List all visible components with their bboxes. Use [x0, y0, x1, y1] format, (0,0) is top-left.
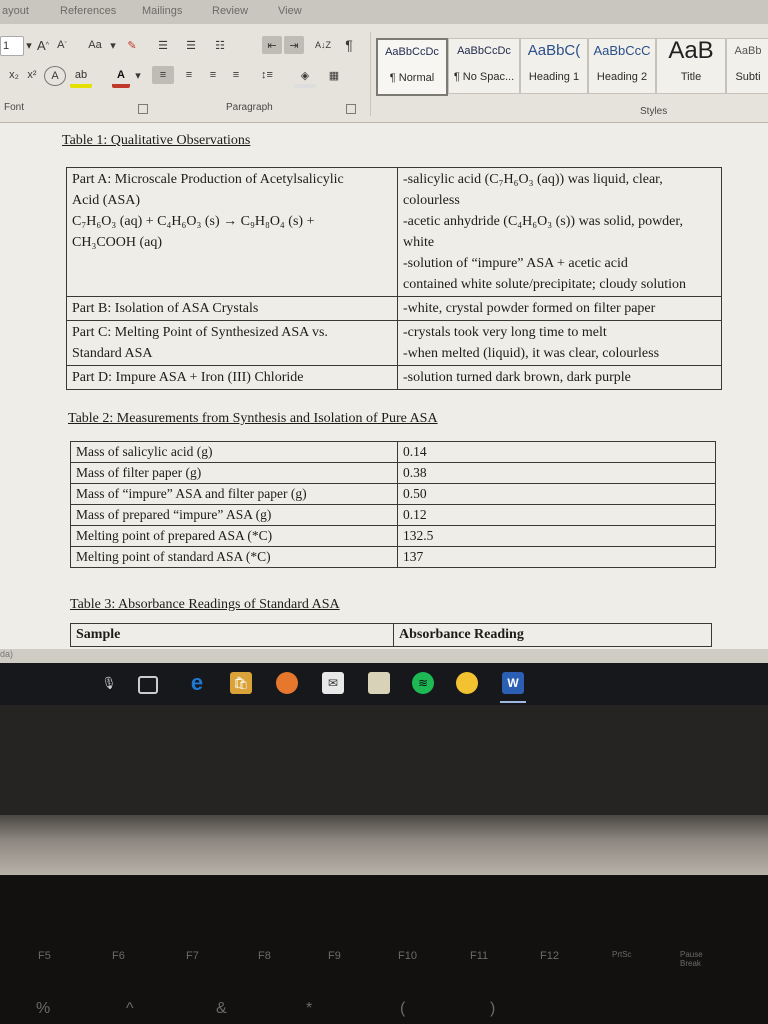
tab-review[interactable]: Review	[212, 5, 249, 17]
bullets-icon[interactable]: ☰	[158, 39, 168, 52]
align-left-icon[interactable]: ≡	[152, 66, 174, 84]
line-spacing-icon[interactable]: ↕≡	[261, 69, 273, 81]
table-cell[interactable]	[398, 321, 722, 366]
table-cell[interactable]: 0.12	[398, 505, 716, 526]
cell-text: -solution turned dark brown, dark purple	[403, 370, 631, 385]
font-size-box[interactable]: 1	[0, 36, 24, 56]
cell-text: Standard ASA	[72, 346, 153, 361]
key-ampersand: &	[216, 1000, 227, 1017]
cell-text: Part A: Microscale Production of Acetylsalicylic	[72, 172, 344, 187]
table-row	[71, 624, 712, 647]
table-row	[71, 442, 716, 463]
grow-font-icon[interactable]: A ^	[37, 37, 49, 53]
table-row	[67, 321, 722, 366]
style-heading-1[interactable]	[520, 38, 588, 94]
key-f11: F11	[470, 950, 489, 962]
key-f7: F7	[186, 950, 199, 962]
table-row	[71, 505, 716, 526]
change-case-button[interactable]: Aa	[88, 39, 102, 51]
cell-text: Part C: Melting Point of Synthesized ASA vs.	[72, 325, 328, 340]
table-row	[67, 366, 722, 390]
taskbar	[0, 663, 768, 705]
sort-icon[interactable]: A↓Z	[314, 40, 331, 50]
cell-text: Part D: Impure ASA + Iron (III) Chloride	[72, 370, 304, 385]
style-no-spacing[interactable]	[448, 38, 520, 94]
store-icon[interactable]: 🛍	[230, 672, 252, 694]
key-right-paren: )	[490, 1000, 496, 1017]
font-color-dropdown-icon[interactable]: ▾	[135, 69, 141, 82]
style-name: Heading 2	[596, 71, 648, 83]
shrink-font-icon[interactable]: A ˇ	[57, 39, 67, 51]
style-name: Subti	[735, 71, 761, 83]
cell-text: -acetic anhydride (C₄H₆O₃ (s)) was solid, powder,	[403, 214, 683, 229]
increase-indent-icon[interactable]: ⇥	[284, 36, 304, 54]
key-caret: ^	[126, 1000, 134, 1017]
table-cell[interactable]: Mass of prepared “impure” ASA (g)	[71, 505, 398, 526]
key-asterisk: *	[306, 1000, 313, 1017]
cell-text: Part B: Isolation of ASA Crystals	[72, 301, 259, 316]
paragraph-dialog-launcher-icon[interactable]	[346, 104, 356, 114]
table-cell[interactable]	[67, 366, 398, 390]
styles-group-label: Styles	[640, 106, 668, 117]
superscript-button[interactable]: x²	[27, 69, 37, 81]
table-row	[71, 463, 716, 484]
laptop-hinge	[0, 815, 768, 875]
chrome-icon[interactable]	[456, 672, 478, 694]
tab-layout[interactable]: ayout	[2, 5, 29, 17]
key-pause-break: Pause Break	[680, 950, 703, 968]
style-preview: AaBb	[734, 45, 762, 57]
change-case-dropdown-icon[interactable]: ▾	[110, 39, 116, 52]
style-name: ¶ Normal	[389, 72, 435, 84]
table3-caption: Table 3: Absorbance Readings of Standard ASA	[70, 597, 340, 612]
word-icon[interactable]: W	[502, 672, 524, 694]
cell-text: -crystals took very long time to melt	[403, 325, 607, 340]
photos-icon[interactable]	[368, 672, 390, 694]
cell-text: -solution of “impure” ASA + acetic acid	[403, 256, 628, 271]
status-bar	[0, 649, 768, 663]
cell-text: colourless	[403, 193, 460, 208]
style-normal[interactable]	[376, 38, 448, 96]
table-cell[interactable]	[398, 168, 722, 297]
borders-icon[interactable]: ▦	[328, 69, 340, 82]
table-cell[interactable]: 132.5	[398, 526, 716, 547]
key-f10: F10	[398, 950, 417, 962]
text-effects-icon[interactable]: A	[44, 66, 66, 86]
document-page[interactable]	[0, 123, 768, 655]
table-row	[71, 484, 716, 505]
table-cell[interactable]: Mass of filter paper (g)	[71, 463, 398, 484]
key-f9: F9	[328, 950, 341, 962]
table-cell[interactable]: 0.14	[398, 442, 716, 463]
cell-text: white	[403, 235, 435, 250]
table-cell[interactable]	[67, 321, 398, 366]
style-preview: AaBbCcDc	[385, 46, 439, 58]
style-preview: AaBbCcDc	[457, 45, 511, 57]
key-f8: F8	[258, 950, 271, 962]
font-group-label: Font	[4, 102, 25, 113]
style-preview: AaBbC(	[527, 42, 581, 59]
table-cell[interactable]: Mass of salicylic acid (g)	[71, 442, 398, 463]
table1-caption: Table 1: Qualitative Observations	[62, 133, 251, 148]
style-title[interactable]	[656, 38, 726, 94]
table-row	[67, 297, 722, 321]
microphone-icon[interactable]: 🎙	[101, 676, 117, 690]
active-app-indicator	[500, 701, 526, 703]
table-row	[67, 168, 722, 297]
font-color-icon[interactable]: A	[112, 66, 130, 88]
cell-text: C₇H₆O₃ (aq) + C₄H₆O₃ (s) → C₉H₈O₄ (s) +	[72, 214, 315, 229]
laptop-bezel	[0, 705, 768, 815]
cell-text: contained white solute/precipitate; cloudy solution	[403, 277, 687, 292]
font-dialog-launcher-icon[interactable]	[138, 104, 148, 114]
task-view-icon[interactable]	[138, 676, 158, 694]
ribbon-separator	[370, 32, 371, 116]
table2-caption: Table 2: Measurements from Synthesis and Isolation of Pure ASA	[68, 411, 438, 426]
tab-references[interactable]: References	[60, 5, 117, 17]
key-percent: %	[36, 1000, 51, 1017]
keyboard	[0, 875, 768, 1024]
table-cell[interactable]	[398, 366, 722, 390]
ribbon	[0, 24, 768, 123]
cell-text: CH₃COOH (aq)	[72, 235, 163, 250]
qualitative-observations-table	[66, 167, 722, 390]
absorbance-table	[70, 623, 712, 647]
clear-formatting-icon[interactable]: ✎	[127, 39, 137, 52]
decrease-indent-icon[interactable]: ⇤	[262, 36, 282, 54]
measurements-table	[70, 441, 716, 568]
shading-icon[interactable]: ◈	[294, 66, 316, 88]
table-cell[interactable]: 137	[398, 547, 716, 568]
numbering-icon[interactable]: ☰	[186, 39, 196, 52]
show-marks-button[interactable]: ¶	[345, 37, 353, 53]
mail-icon[interactable]: ✉	[322, 672, 344, 694]
cell-text: -white, crystal powder formed on filter paper	[403, 301, 656, 316]
spotify-icon[interactable]: ≋	[412, 672, 434, 694]
multilevel-list-icon[interactable]: ☷	[215, 39, 225, 52]
table-cell[interactable]: Melting point of standard ASA (*C)	[71, 547, 398, 568]
table-cell[interactable]: Mass of “impure” ASA and filter paper (g)	[71, 484, 398, 505]
cell-text: Acid (ASA)	[72, 193, 141, 208]
table-row	[71, 547, 716, 568]
highlight-color-icon[interactable]: ab	[70, 66, 92, 88]
font-size-dropdown-icon[interactable]: ▾	[26, 39, 32, 52]
style-name: Title	[680, 71, 702, 83]
table-cell[interactable]: 0.38	[398, 463, 716, 484]
paragraph-group-label: Paragraph	[226, 102, 273, 113]
table-cell[interactable]	[398, 297, 722, 321]
key-f6: F6	[112, 950, 125, 962]
style-preview: AaB	[668, 37, 714, 64]
table-row	[71, 526, 716, 547]
table-header-absorbance[interactable]: Absorbance Reading	[394, 624, 712, 647]
key-left-paren: (	[400, 1000, 406, 1017]
table-header-sample[interactable]: Sample	[71, 624, 394, 647]
key-f5: F5	[38, 950, 51, 962]
table-cell[interactable]	[67, 297, 398, 321]
status-text: da)	[0, 649, 14, 659]
align-right-icon[interactable]: ≡	[209, 69, 217, 81]
cell-text: -when melted (liquid), it was clear, colourless	[403, 346, 660, 361]
table-cell[interactable]	[67, 168, 398, 297]
justify-icon[interactable]: ≡	[232, 69, 240, 81]
style-subtitle[interactable]	[726, 38, 768, 94]
edge-icon[interactable]: e	[190, 670, 204, 695]
style-preview: AaBbCcC	[593, 43, 651, 58]
key-prtsc: PrtSc	[612, 950, 632, 959]
ribbon-tab-bar	[0, 0, 768, 24]
subscript-button[interactable]: x₂	[9, 69, 19, 81]
align-center-icon[interactable]: ≡	[185, 69, 193, 81]
tab-mailings[interactable]: Mailings	[142, 5, 183, 17]
style-name: ¶ No Spac...	[453, 71, 515, 83]
style-heading-2[interactable]	[588, 38, 656, 94]
table-cell[interactable]: 0.50	[398, 484, 716, 505]
cell-text: -salicylic acid (C₇H₆O₃ (aq)) was liquid, clear,	[403, 172, 663, 187]
style-name: Heading 1	[528, 71, 580, 83]
table-cell[interactable]: Melting point of prepared ASA (*C)	[71, 526, 398, 547]
firefox-icon[interactable]	[276, 672, 298, 694]
key-f12: F12	[540, 950, 559, 962]
tab-view[interactable]: View	[278, 5, 302, 17]
